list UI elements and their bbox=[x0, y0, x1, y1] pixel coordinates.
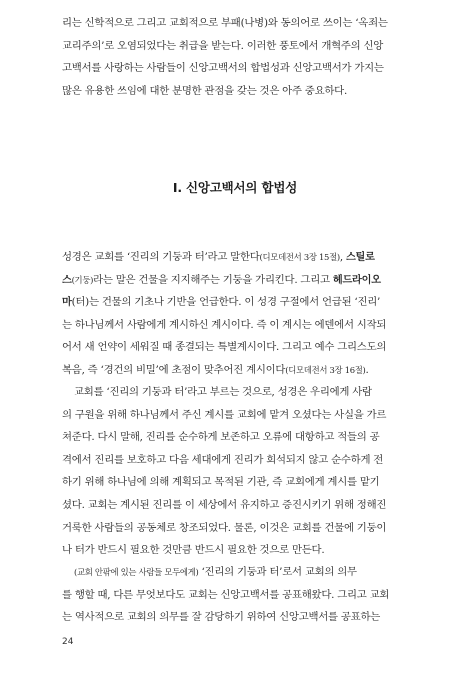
page-number: 24 bbox=[62, 637, 74, 647]
greek-term: 스 bbox=[62, 274, 72, 286]
text-line bbox=[62, 359, 408, 382]
text-line: 교리주의’로 오염되었다는 취급을 받는다. 이러한 풍토에서 개혁주의 신앙 bbox=[62, 39, 384, 52]
greek-term: 마 bbox=[62, 297, 72, 309]
gloss: (기둥) bbox=[71, 274, 94, 285]
paragraph-3 bbox=[62, 561, 408, 629]
text-line: 의 구원을 위해 하나님께서 주신 계시를 교회에 맡겨 오셨다는 사실을 가르 bbox=[62, 408, 387, 421]
section-heading: I. 신앙고백서의 합법성 bbox=[172, 180, 298, 195]
text-line: 어서 새 언약이 세워질 때 종결되는 특별계시이다. 그리고 예수 그리스도의 bbox=[62, 341, 387, 354]
text-line: 격에서 진리를 보호하고 다음 세대에게 진리가 희석되지 않고 순수하게 전 bbox=[62, 453, 384, 466]
text-line bbox=[62, 291, 408, 314]
paragraph-1 bbox=[62, 246, 408, 382]
text-line: 하기 위해 하나님에 의해 계획되고 목적된 기관, 즉 교회에게 계시를 맡기 bbox=[62, 476, 380, 489]
text-span: . bbox=[365, 363, 369, 376]
greek-term: 스틸로 bbox=[345, 252, 375, 263]
text-span: 성경은 교회를 ‘진리의 기둥과 터’라고 말한다 bbox=[62, 251, 260, 263]
text-line: 를 행할 때, 다른 무엇보다도 교회는 신앙고백서를 공표해왔다. 그리고 교회 bbox=[62, 588, 390, 601]
text-line: 는 역사적으로 교회의 의무를 잘 감당하기 위하여 신앙고백서를 공표하는 bbox=[62, 611, 381, 624]
text-line: 교회를 ‘진리의 기둥과 터’라고 부르는 것으로, 성경은 우리에게 사람 bbox=[74, 386, 372, 398]
text-span: , bbox=[339, 251, 346, 263]
text-span: ‘진리의 기둥과 터’로서 교회의 의무 bbox=[198, 566, 357, 578]
text-line: 셨다. 교회는 계시된 진리를 이 세상에서 유지하고 증진시키기 위해 정해진 bbox=[62, 498, 387, 511]
parenthetical-note: (교회 안팎에 있는 사람들 모두에게) bbox=[74, 567, 199, 577]
scripture-reference: (디모데전서 3장 15절) bbox=[259, 252, 340, 262]
text-span: 라는 말은 건물을 지지해주는 기둥을 가리킨다. 그리고 bbox=[93, 273, 333, 286]
text-line bbox=[62, 269, 408, 292]
intro-paragraph bbox=[62, 12, 408, 102]
text-line: 고백서를 사랑하는 사람들이 신앙고백서의 합법성과 신앙고백서가 가지는 bbox=[62, 62, 384, 75]
text-line: 나 터가 반드시 필요한 것만큼 반드시 필요한 것으로 만든다. bbox=[62, 544, 325, 557]
paragraph-2 bbox=[62, 381, 408, 562]
text-line bbox=[62, 561, 408, 584]
text-line: 리는 신학적으로 그리고 교회적으로 부패(나병)와 동의어로 쓰이는 ‘옥죄는 bbox=[62, 17, 388, 29]
text-line: 는 하나님께서 사람에게 계시하신 계시이다. 즉 이 계시는 에덴에서 시작되 bbox=[62, 318, 387, 331]
text-span: 복음, 즉 ‘경건의 비밀’에 초점이 맞추어진 계시이다 bbox=[62, 363, 286, 376]
scripture-reference: (디모데전서 3장 16절) bbox=[285, 364, 366, 375]
text-line: 거룩한 사람들의 공동체로 창조되었다. 물론, 이것은 교회를 건물에 기둥이 bbox=[62, 521, 387, 534]
text-line bbox=[62, 246, 408, 269]
text-line: 많은 유용한 쓰임에 대한 분명한 관점을 갖는 것은 아주 중요하다. bbox=[62, 84, 347, 97]
greek-term: 헤드라이오 bbox=[332, 274, 381, 286]
text-line: 쳐준다. 다시 말해, 진리를 순수하게 보존하고 오류에 대항하고 적들의 공 bbox=[62, 431, 380, 444]
text-span: (터)는 건물의 기초나 기반을 언급한다. 이 성경 구절에서 언급된 ‘진리’ bbox=[71, 296, 381, 309]
